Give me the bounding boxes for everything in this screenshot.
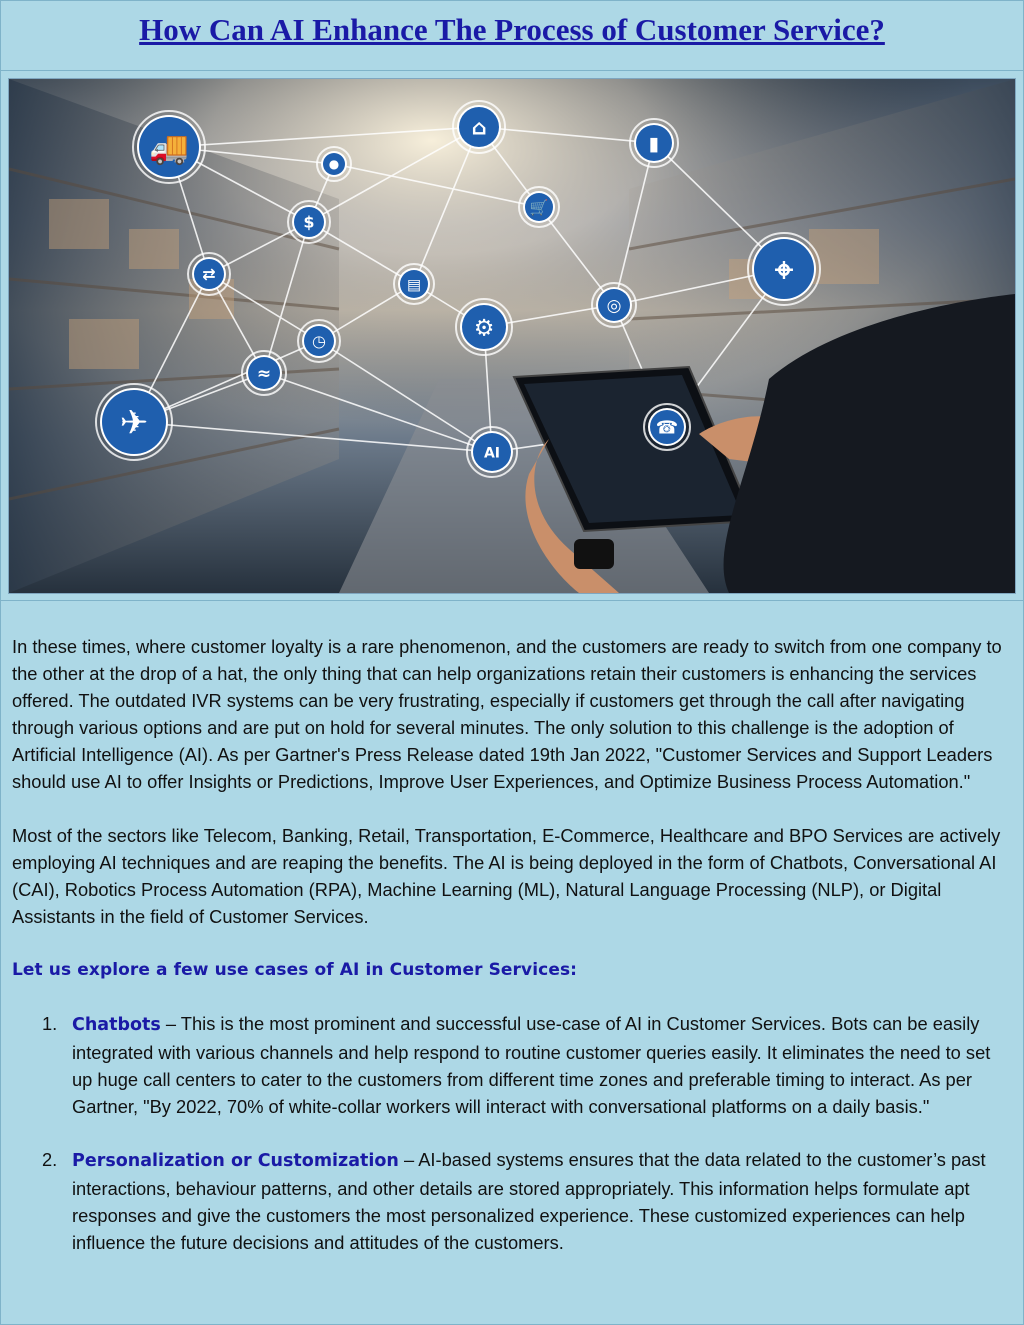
list-number: 1. (42, 1013, 58, 1034)
svg-text:🛒: 🛒 (529, 198, 549, 217)
user-icon (317, 147, 351, 181)
svg-text:▤: ▤ (406, 275, 422, 294)
location-pin-icon (748, 233, 820, 305)
truck-icon (133, 111, 205, 183)
list-number: 2. (42, 1149, 58, 1170)
robot-arm-icon (456, 299, 512, 355)
phone-icon (644, 404, 690, 450)
wifi-icon (242, 351, 286, 395)
page-title: How Can AI Enhance The Process of Customer Service? (139, 12, 885, 47)
list-item (12, 1146, 1010, 1256)
use-case-term: Chatbots (72, 1015, 161, 1035)
use-case-list (12, 1010, 1010, 1256)
svg-text:$: $ (303, 212, 315, 232)
exchange-icon (188, 253, 230, 295)
svg-text:⌖: ⌖ (774, 250, 794, 289)
list-item (12, 1010, 1010, 1120)
section-heading: Let us explore a few use cases of AI in Customer Services: (12, 960, 578, 980)
ai-chip-label: AI (483, 445, 501, 462)
svg-text:◷: ◷ (312, 331, 326, 351)
dollar-icon (288, 201, 330, 243)
svg-text:●: ● (328, 157, 340, 172)
paragraph: In these times, where customer loyalty is a rare phenomenon, and the customers are ready to switch from one company to the other at the drop of a hat, the only thing that can help organizations retain their customers is enhancing the services offered. The outdated IVR systems can be very frustrating, especially if customers get through the call after navigating through various options and are put on hold for several minutes. The only solution to this challenge is the adoption of Artificial Intelligence (AI). As per Gartner's Press Release dated 19th Jan 2022, "Customer Services and Support Leaders should use AI to offer Insights or Predictions, Improve User Experiences, and Optimize Business Process Automation." (12, 636, 1002, 792)
clock-icon (298, 320, 340, 362)
article-body (12, 633, 1010, 1282)
svg-text:⚙: ⚙ (473, 315, 495, 342)
ai-chip-icon (467, 427, 517, 477)
document-icon (394, 264, 434, 304)
warehouse-icon (453, 101, 505, 153)
svg-text:▮: ▮ (648, 132, 660, 155)
svg-text:⇄: ⇄ (202, 264, 216, 284)
svg-text:✈: ✈ (119, 403, 149, 444)
use-case-text: – AI-based systems ensures that the data related to the customer’s past interactions, behaviour patterns, and other details are stored appropriately. This information helps formulate apt responses and give the customers the most personalized experience. These customized experiences can help influence the future decisions and attitudes of the customers. (72, 1149, 986, 1253)
cart-icon (519, 187, 559, 227)
paragraph: Most of the sectors like Telecom, Banking, Retail, Transportation, E-Commerce, Healthcare and BPO Services are actively employing AI techniques and are reaping the benefits. The AI is being deployed in the form of Chatbots, Conversational AI (CAI), Robotics Process Automation (RPA), Machine Learning (ML), Natural Language Processing (NLP), or Digital Assistants in the field of Customer Services. (12, 825, 1001, 927)
use-case-text: – This is the most prominent and successful use-case of AI in Customer Services. Bots can be easily integrated with various channels and help respond to routine customer queries easily. It eliminates the need to set up huge call centers to cater to the customers from different time zones and preferable timing to interact. As per Gartner, "By 2022, 70% of white-collar workers will interact with conversational platforms on a daily basis." (72, 1013, 991, 1117)
divider (0, 600, 1024, 601)
svg-text:◎: ◎ (606, 296, 622, 317)
use-case-term: Personalization or Customization (72, 1151, 399, 1171)
airplane-icon (96, 384, 172, 460)
divider (0, 70, 1024, 71)
svg-text:🚚: 🚚 (149, 128, 189, 167)
svg-text:≈: ≈ (256, 364, 272, 385)
svg-text:⌂: ⌂ (471, 115, 487, 140)
svg-text:☎: ☎ (655, 417, 679, 439)
fingerprint-icon (592, 283, 636, 327)
hero-image (8, 78, 1016, 594)
barcode-icon (630, 119, 678, 167)
